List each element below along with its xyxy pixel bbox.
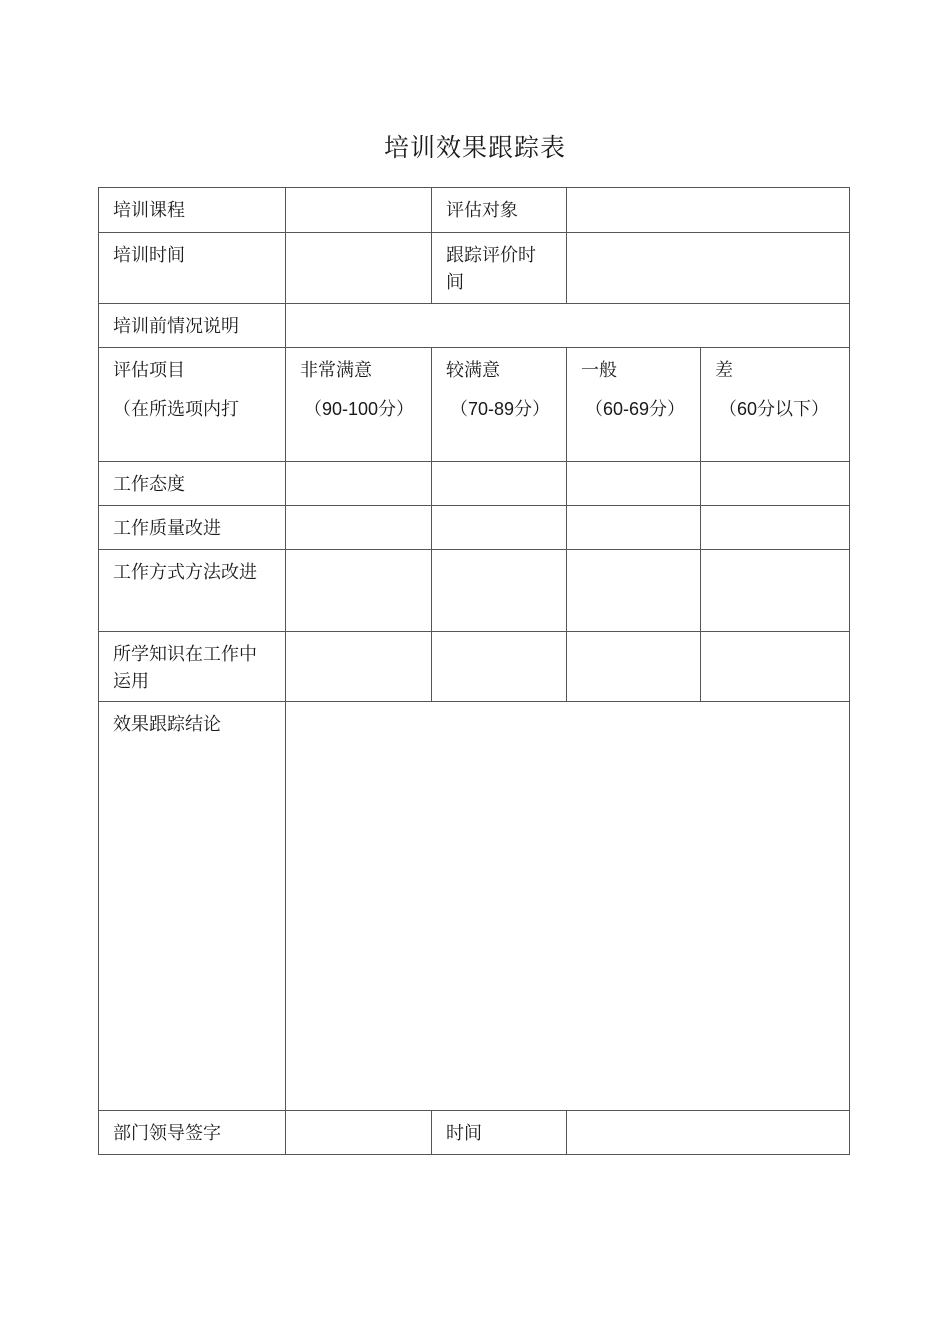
rating-range: （90-100分） (304, 399, 415, 419)
target-field[interactable] (567, 188, 850, 233)
rating-label: 一般 (581, 360, 617, 381)
rating-cell[interactable] (432, 462, 567, 506)
conclusion-field[interactable] (286, 702, 850, 1111)
rating-cell[interactable] (567, 506, 701, 550)
course-label: 培训课程 (99, 188, 286, 233)
row-pre-training (99, 304, 850, 348)
row-criterion (99, 550, 850, 632)
sign-time-field[interactable] (567, 1111, 850, 1155)
target-label: 评估对象 (432, 188, 567, 233)
page-title: 培训效果跟踪表 (383, 133, 566, 162)
followup-time-label: 跟踪评价时间 (432, 233, 567, 304)
row-criterion (99, 506, 850, 550)
rating-cell[interactable] (432, 632, 567, 702)
row-rating-header (99, 348, 850, 462)
eval-item-label: 评估项目 (113, 360, 185, 381)
eval-item-cell (99, 348, 286, 462)
rating-header-poor (701, 348, 850, 462)
signature-field[interactable] (286, 1111, 432, 1155)
rating-cell[interactable] (701, 550, 850, 632)
criterion-label: 所学知识在工作中运用 (99, 632, 286, 702)
rating-cell[interactable] (567, 462, 701, 506)
rating-label: 较满意 (446, 360, 500, 381)
rating-header-good (432, 348, 567, 462)
time-label: 培训时间 (99, 233, 286, 304)
row-conclusion (99, 702, 850, 1111)
rating-cell[interactable] (701, 462, 850, 506)
row-criterion (99, 632, 850, 702)
criterion-label: 工作方式方法改进 (99, 550, 286, 632)
rating-header-excellent (286, 348, 432, 462)
rating-cell[interactable] (701, 632, 850, 702)
criterion-label: 工作质量改进 (99, 506, 286, 550)
course-field[interactable] (286, 188, 432, 233)
row-signature (99, 1111, 850, 1155)
rating-range: （60分以下） (719, 399, 830, 419)
rating-cell[interactable] (567, 550, 701, 632)
rating-cell[interactable] (286, 550, 432, 632)
row-criterion (99, 462, 850, 506)
rating-cell[interactable] (286, 632, 432, 702)
rating-label: 非常满意 (300, 360, 372, 381)
rating-cell[interactable] (701, 506, 850, 550)
time-field[interactable] (286, 233, 432, 304)
eval-item-note: （在所选项内打 (113, 399, 239, 420)
sign-time-label: 时间 (432, 1111, 567, 1155)
rating-header-average (567, 348, 701, 462)
rating-cell[interactable] (432, 550, 567, 632)
rating-label: 差 (715, 360, 733, 381)
rating-range: （60-69分） (585, 399, 686, 419)
criterion-label: 工作态度 (99, 462, 286, 506)
row-time (99, 233, 850, 304)
rating-range: （70-89分） (450, 399, 551, 419)
rating-cell[interactable] (432, 506, 567, 550)
rating-cell[interactable] (286, 462, 432, 506)
signature-label: 部门领导签字 (99, 1111, 286, 1155)
followup-time-field[interactable] (567, 233, 850, 304)
pre-training-label: 培训前情况说明 (99, 304, 286, 348)
rating-cell[interactable] (567, 632, 701, 702)
row-course (99, 188, 850, 233)
rating-cell[interactable] (286, 506, 432, 550)
conclusion-label: 效果跟踪结论 (99, 702, 286, 1111)
training-followup-table (98, 187, 850, 1155)
pre-training-field[interactable] (286, 304, 850, 348)
